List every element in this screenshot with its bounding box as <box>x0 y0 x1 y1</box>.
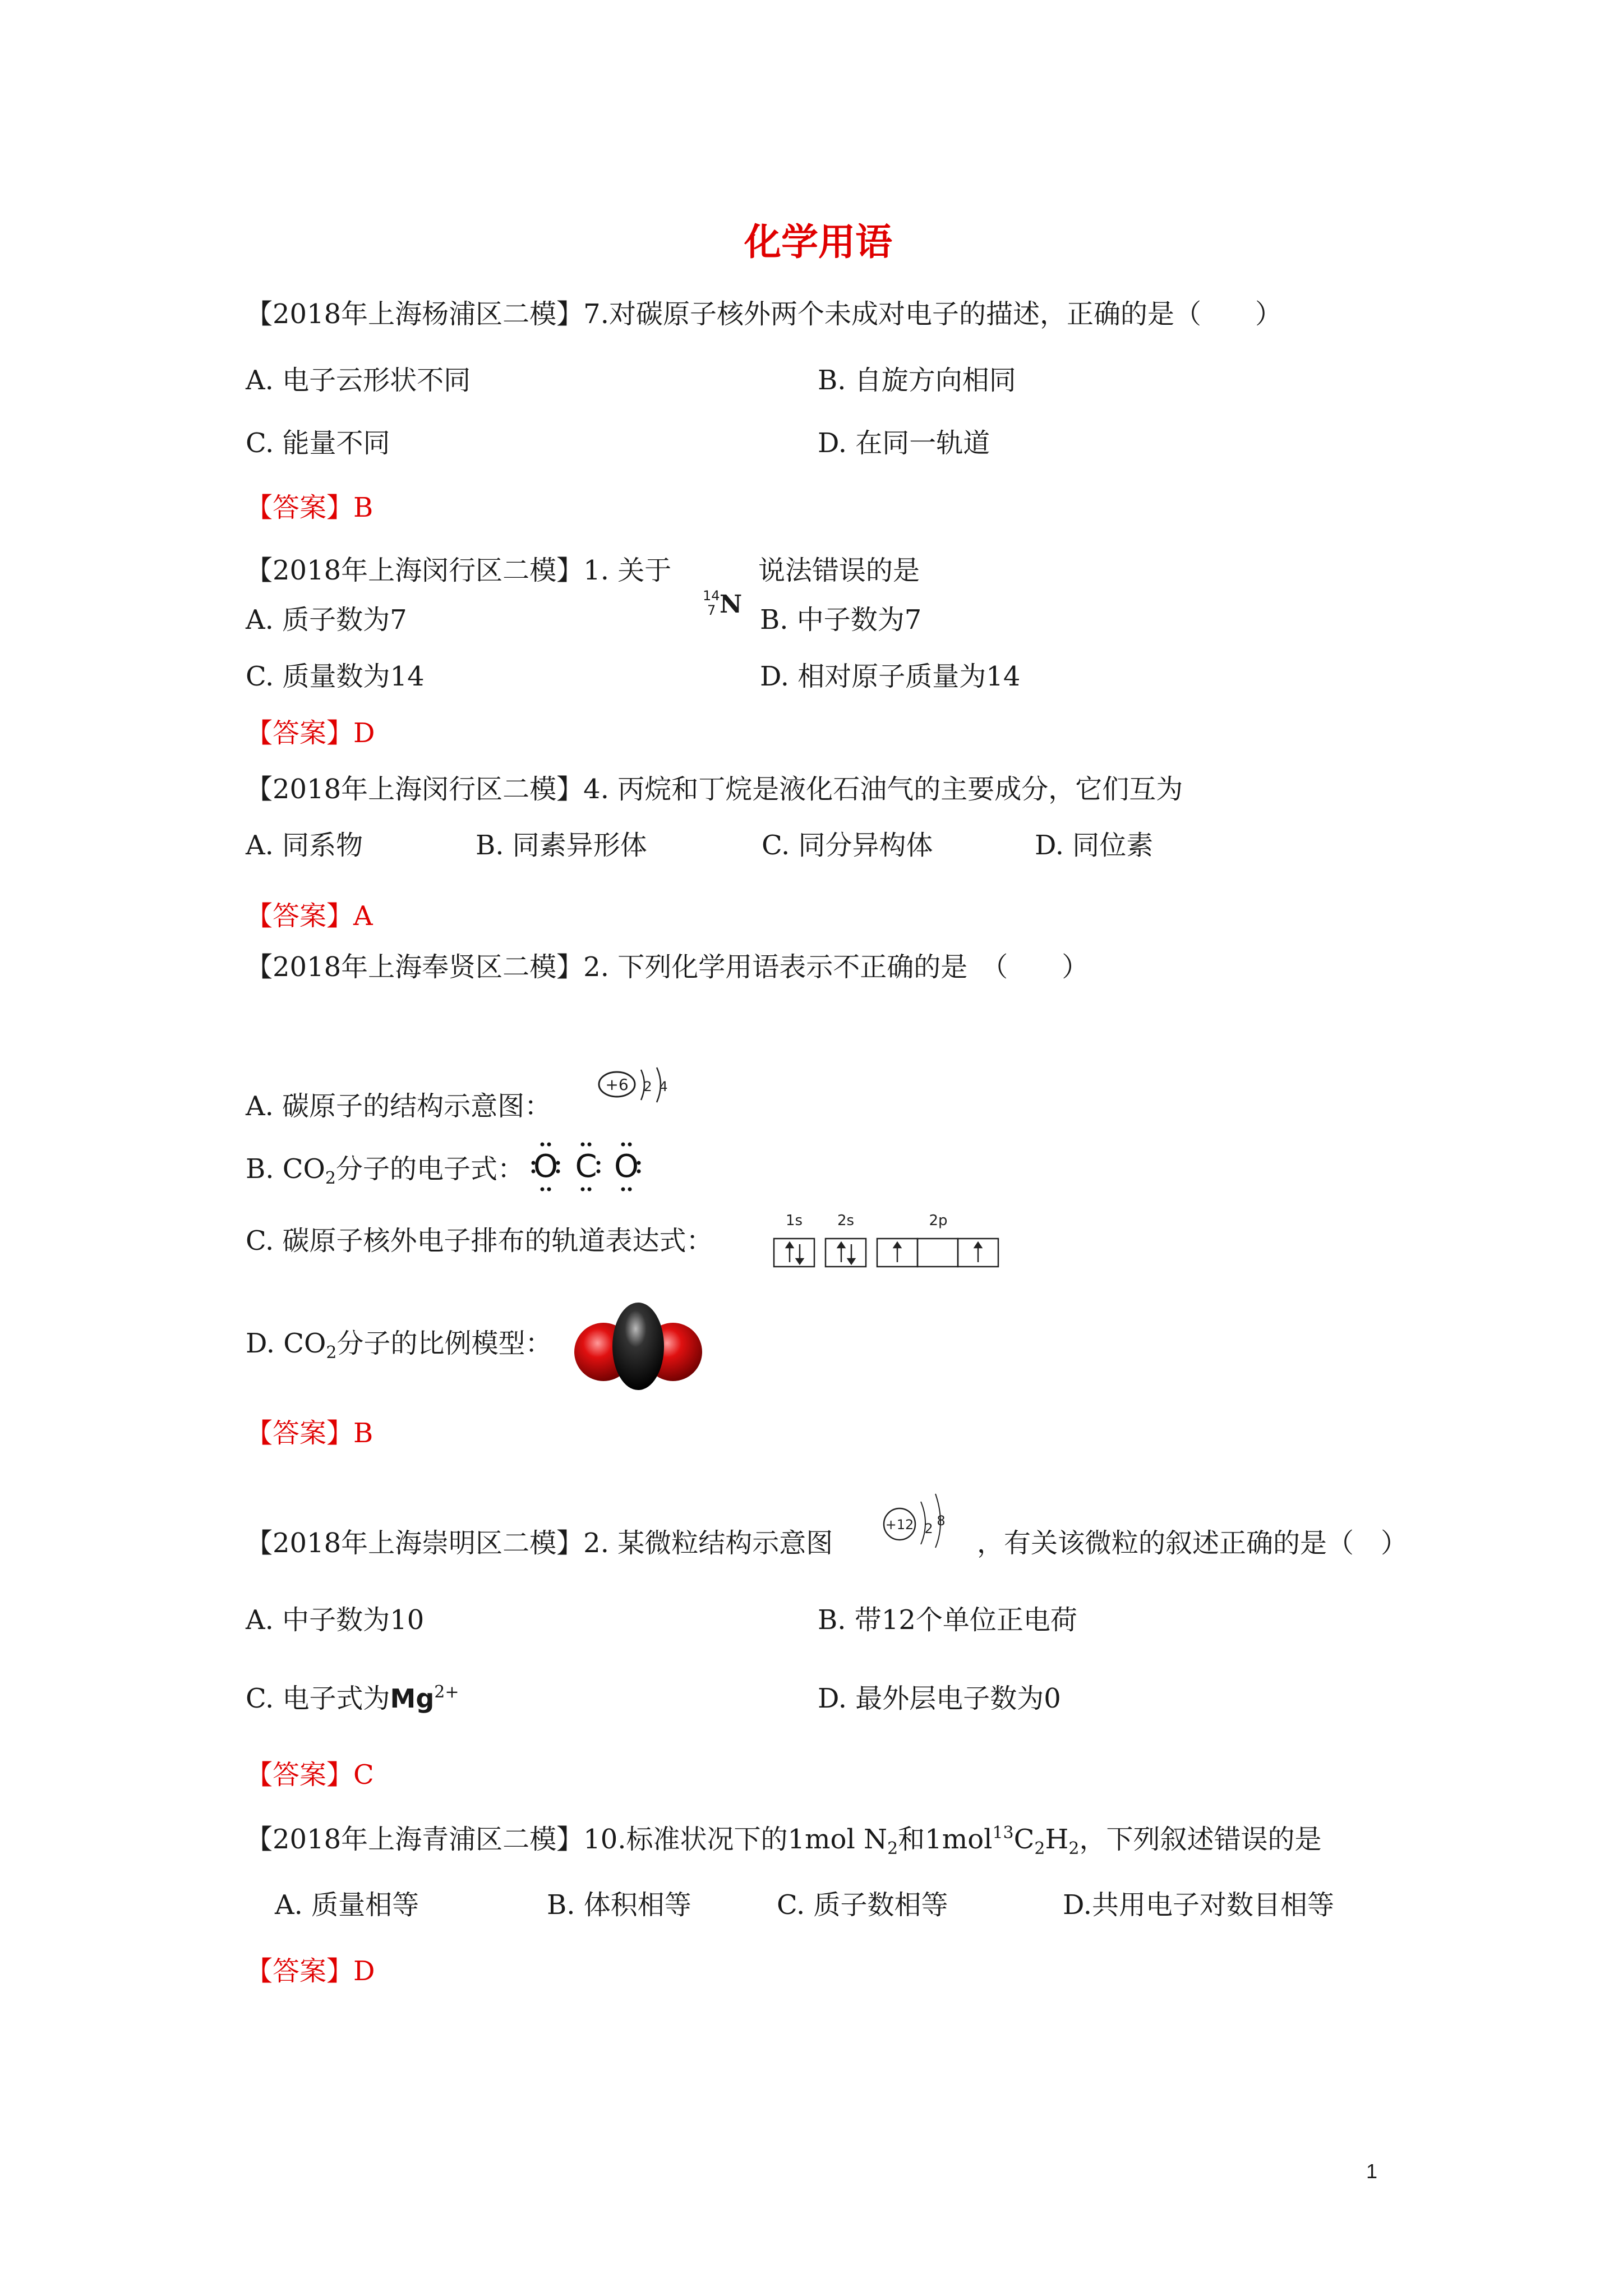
option-d-text-tail: 分子的比例模型： <box>336 1328 552 1359</box>
mass-number: 14 <box>703 588 720 604</box>
answer <box>246 1758 374 1792</box>
svg-text:2: 2 <box>643 1079 652 1094</box>
answer-label: 【答案】 <box>246 1418 354 1449</box>
option-a: A. 碳原子的结构示意图： <box>246 1091 552 1122</box>
option-b: B. 带12个单位正电荷 <box>818 1604 1077 1636</box>
answer-value: B <box>353 492 374 523</box>
svg-text:O: O <box>614 1148 639 1185</box>
option-a: A. 同系物 <box>246 830 363 861</box>
question-stem: 【2018年上海奉贤区二模】2. 下列化学用语表示不正确的是 （ ） <box>246 951 1089 983</box>
question-stem: 【2018年上海崇明区二模】2. 某微粒结构示意图 <box>246 1527 833 1559</box>
question-stem: 【2018年上海闵行区二模】1. 关于 <box>246 555 672 586</box>
svg-text:+6: +6 <box>605 1075 629 1094</box>
mg-ion-symbol: Mg <box>390 1683 435 1714</box>
option-b-text: B. CO <box>246 1153 325 1185</box>
option-a: A. 电子云形状不同 <box>246 365 471 396</box>
answer-label: 【答案】 <box>246 1759 354 1791</box>
option-d: D. 同位素 <box>1035 830 1154 861</box>
answer-label: 【答案】 <box>246 492 354 523</box>
carbon-atom-structure-diagram <box>592 1063 681 1119</box>
orbital-label-2s: 2s <box>837 1212 855 1229</box>
option-d: D. 最外层电子数为0 <box>818 1683 1061 1714</box>
option-b: B. 自旋方向相同 <box>818 365 1016 396</box>
answer <box>246 899 373 933</box>
question-stem-continued: ，有关该微粒的叙述正确的是（ ） <box>977 1527 1408 1559</box>
option-a: A. 质量相等 <box>275 1889 419 1921</box>
question-stem: 【2018年上海闵行区二模】4. 丙烷和丁烷是液化石油气的主要成分，它们互为 <box>246 774 1183 805</box>
ion-charge: 2+ <box>434 1682 459 1702</box>
option-b-text-tail: 分子的电子式： <box>335 1153 524 1185</box>
svg-text:2: 2 <box>924 1521 933 1536</box>
co2-electron-formula <box>530 1138 642 1194</box>
answer-label: 【答案】 <box>246 900 354 932</box>
option-b: B. 体积相等 <box>547 1889 691 1921</box>
option-d-text: D. CO <box>246 1328 326 1359</box>
option-d: D.共用电子对数目相等 <box>1063 1889 1335 1921</box>
option-a: A. 质子数为7 <box>246 604 407 636</box>
subscript: 2 <box>325 1168 336 1188</box>
option-d: D. 相对原子质量为14 <box>760 661 1021 692</box>
atomic-number: 7 <box>707 602 716 618</box>
option-b <box>246 1152 524 1186</box>
svg-text:8: 8 <box>937 1513 946 1529</box>
answer-value: C <box>353 1759 374 1791</box>
option-b: B. 中子数为7 <box>760 604 922 636</box>
option-b: B. 同素异形体 <box>476 830 647 861</box>
option-a: A. 中子数为10 <box>246 1604 425 1636</box>
answer <box>246 1954 375 1988</box>
answer-label: 【答案】 <box>246 717 354 749</box>
page-number: 1 <box>1366 2160 1378 2183</box>
co2-space-filling-model <box>571 1299 706 1397</box>
answer-value: D <box>353 1955 375 1987</box>
answer-value: A <box>353 900 373 932</box>
question-stem-continued: 说法错误的是 <box>758 555 920 586</box>
page-title: 化学用语 <box>744 220 892 264</box>
answer-value: D <box>353 717 375 749</box>
subscript: 2 <box>326 1343 337 1363</box>
option-c-text: C. 电子式为 <box>246 1683 390 1714</box>
answer <box>246 716 375 750</box>
orbital-label-2p: 2p <box>929 1212 948 1229</box>
particle-structure-diagram <box>880 1489 959 1551</box>
svg-text:4: 4 <box>659 1079 668 1094</box>
svg-text:+12: +12 <box>885 1517 914 1533</box>
question-stem: 【2018年上海青浦区二模】10.标准状况下的1mol $N_2$和$1mol^{13}C_2H_2$，下列叙述错误的是 <box>246 1823 1322 1858</box>
nuclide-symbol <box>703 588 742 627</box>
option-d: D. 在同一轨道 <box>818 427 990 459</box>
option-c: C. 碳原子核外电子排布的轨道表达式： <box>246 1225 713 1257</box>
answer <box>246 491 373 524</box>
option-c: C. 能量不同 <box>246 427 390 459</box>
element-symbol: N <box>720 590 743 619</box>
option-d <box>246 1327 552 1363</box>
option-c: C. 同分异构体 <box>762 830 933 861</box>
svg-text:O: O <box>533 1148 559 1185</box>
answer <box>246 1416 373 1450</box>
question-stem: 【2018年上海杨浦区二模】7.对碳原子核外两个未成对电子的描述，正确的是（ ） <box>246 298 1282 330</box>
svg-text:C: C <box>575 1148 597 1185</box>
answer-value: B <box>353 1418 374 1449</box>
carbon-orbital-diagram <box>773 1211 1008 1272</box>
answer-label: 【答案】 <box>246 1955 354 1987</box>
option-c <box>246 1682 459 1715</box>
option-c: C. 质子数相等 <box>777 1889 948 1921</box>
orbital-label-1s: 1s <box>785 1212 803 1229</box>
option-c: C. 质量数为14 <box>246 661 425 692</box>
